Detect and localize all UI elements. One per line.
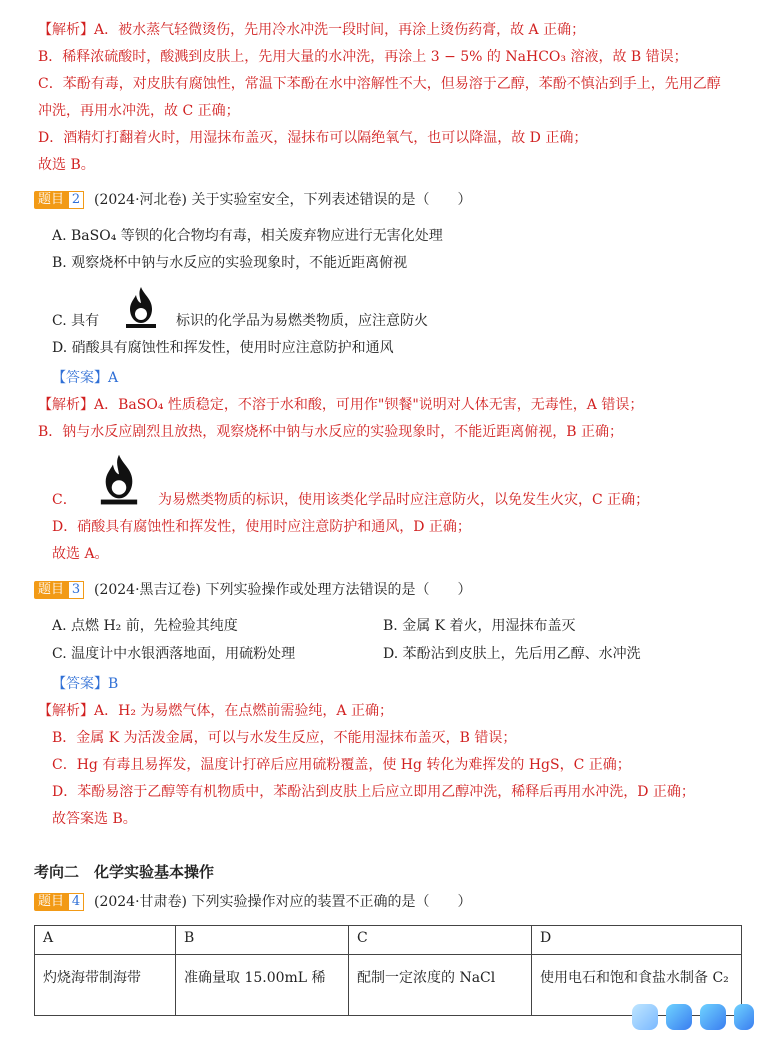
watermark-dot: [700, 1004, 726, 1030]
q3-stem: (2024·黑吉辽卷) 下列实验操作或处理方法错误的是（ ）: [94, 582, 472, 598]
q3-conclusion: 故答案选 B。: [52, 811, 137, 827]
q1-analysis-c-cont: 冲洗，再用水冲洗，故 C 正确；: [38, 103, 240, 119]
q3-analysis-d: D．苯酚易溶于乙醇等有机物质中，苯酚沾到皮肤上后应立即用乙醇冲洗，稀释后再用水冲洗，D 正确；: [52, 784, 695, 800]
table-header-row: [35, 926, 742, 955]
question-badge-4: [34, 892, 84, 912]
q3-option-c: C. 温度计中水银洒落地面，用硫粉处理: [52, 646, 296, 662]
watermark-decoration: [612, 996, 762, 1036]
q2-analysis-c-prefix: C．: [52, 492, 77, 508]
q2-analysis-b: B．钠与水反应剧烈且放热，观察烧杯中钠与水反应的实验现象时，不能近距离俯视，B 正确；: [38, 424, 624, 440]
q3-option-b: B. 金属 K 着火，用湿抹布盖灭: [383, 618, 576, 634]
q3-option-a: A. 点燃 H₂ 前，先检验其纯度: [52, 618, 238, 634]
q3-analysis-a: 【解析】A．H₂ 为易燃气体，在点燃前需验纯，A 正确；: [38, 703, 393, 719]
q2-option-c-prefix: C. 具有: [52, 313, 100, 329]
table-cell: 灼烧海带制海带: [35, 955, 176, 1016]
question-number: 4: [68, 893, 84, 911]
q2-option-d: D. 硝酸具有腐蚀性和挥发性，使用时应注意防护和通风: [52, 340, 394, 356]
table-cell: 准确量取 15.00mL 稀: [176, 955, 349, 1016]
watermark-dot: [734, 1004, 754, 1030]
q2-analysis-d: D．硝酸具有腐蚀性和挥发性，使用时应注意防护和通风，D 正确；: [52, 519, 471, 535]
flammable-icon: [122, 285, 160, 329]
question-label: 题目: [34, 191, 68, 209]
table-cell: 使用电石和饱和食盐水制备 C₂: [532, 955, 742, 1016]
question-badge-3: [34, 580, 84, 600]
q2-stem: (2024·河北卷) 关于实验室安全，下列表述错误的是（ ）: [94, 192, 472, 208]
q3-analysis-b: B．金属 K 为活泼金属，可以与水发生反应，不能用湿抹布盖灭，B 错误；: [52, 730, 517, 746]
q2-option-c-suffix: 标识的化学品为易燃类物质，应注意防火: [176, 313, 428, 329]
question-badge-2: [34, 190, 84, 210]
question-number: 2: [68, 191, 84, 209]
q2-analysis-c-suffix: 为易燃类物质的标识，使用该类化学品时应注意防火，以免发生火灾，C 正确；: [158, 492, 650, 508]
q2-conclusion: 故选 A。: [52, 546, 109, 562]
table-header-cell: B: [176, 926, 349, 955]
q1-analysis-a: 【解析】A．被水蒸气轻微烫伤，先用冷水冲洗一段时间，再涂上烫伤药膏，故 A 正确；: [38, 22, 586, 38]
watermark-dot: [666, 1004, 692, 1030]
q1-analysis-d: D．酒精灯打翻着火时，用湿抹布盖灭，湿抹布可以隔绝氧气，也可以降温，故 D 正确；: [38, 130, 588, 146]
table-cell: 配制一定浓度的 NaCl: [349, 955, 532, 1016]
q1-conclusion: 故选 B。: [38, 157, 95, 173]
q3-answer: 【答案】B: [52, 676, 119, 692]
watermark-dot: [632, 1004, 658, 1030]
q2-option-b: B. 观察烧杯中钠与水反应的实验现象时，不能近距离俯视: [52, 255, 408, 271]
table-header-cell: C: [349, 926, 532, 955]
question-label: 题目: [34, 893, 68, 911]
q2-option-a: A. BaSO₄ 等钡的化合物均有毒，相关废弃物应进行无害化处理: [52, 228, 443, 244]
section-heading: 考向二 化学实验基本操作: [34, 863, 215, 881]
q2-answer: 【答案】A: [52, 370, 119, 386]
table-header-cell: D: [532, 926, 742, 955]
flammable-icon: [96, 452, 142, 506]
q3-analysis-c: C．Hg 有毒且易挥发，温度计打碎后应用硫粉覆盖，使 Hg 转化为难挥发的 HgS，C 正确；: [52, 757, 631, 773]
q1-analysis-b: B．稀释浓硫酸时，酸溅到皮肤上，先用大量的水冲洗，再涂上 3 − 5% 的 NaHCO₃ 溶液，故 B 错误；: [38, 49, 688, 65]
q4-stem: (2024·甘肃卷) 下列实验操作对应的装置不正确的是（ ）: [94, 894, 472, 910]
question-label: 题目: [34, 581, 68, 599]
q1-analysis-c: C．苯酚有毒，对皮肤有腐蚀性，常温下苯酚在水中溶解性不大，但易溶于乙醇，苯酚不慎沾到手上，先用乙醇: [38, 76, 721, 92]
q3-option-d: D. 苯酚沾到皮肤上，先后用乙醇、水冲洗: [383, 646, 641, 662]
table-header-cell: A: [35, 926, 176, 955]
question-number: 3: [68, 581, 84, 599]
q2-analysis-a: 【解析】A．BaSO₄ 性质稳定，不溶于水和酸，可用作"钡餐"说明对人体无害，无毒性，A 错误；: [38, 397, 644, 413]
